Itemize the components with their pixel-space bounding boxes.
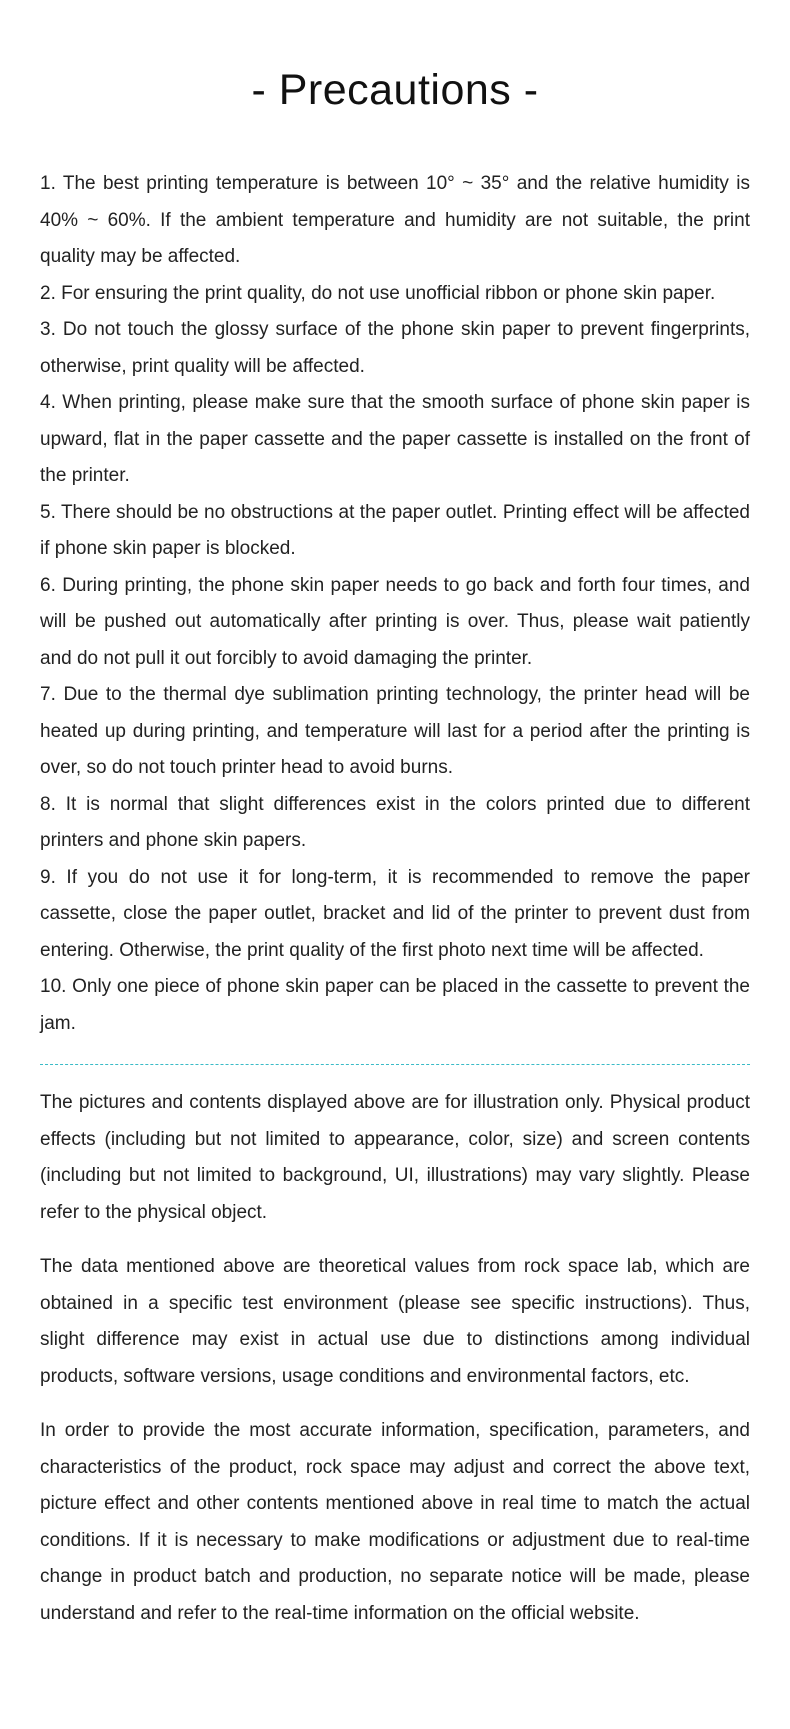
disclaimer-paragraph: In order to provide the most accurate information, specification, parameters, and characteristics of the product, rock space may adjust and correct the above text, picture effect and other contents mentioned above in real time to match the actual conditions. If it is necessary to make modifications or adjustment due to real-time change in product batch and production, no separate notice will be made, please understand and refer to the real-time information on the official website.	[40, 1420, 750, 1624]
precaution-item: 1. The best printing temperature is between 10° ~ 35° and the relative humidity is 40% ~ 60%. If the ambient temperature and humidity are not suitable, the print quality may be affected.	[40, 173, 750, 267]
disclaimer-section	[40, 1085, 750, 1632]
precaution-item: 6. During printing, the phone skin paper needs to go back and forth four times, and will be pushed out automatically after printing is over. Thus, please wait patiently and do not pull it out forcibly to avoid damaging the printer.	[40, 574, 750, 669]
precaution-item: 3. Do not touch the glossy surface of the phone skin paper to prevent fingerprints, otherwise, print quality will be affected.	[40, 319, 750, 377]
page-title: - Precautions -	[251, 66, 539, 114]
precautions-list	[40, 166, 750, 1042]
precaution-item: 10. Only one piece of phone skin paper can be placed in the cassette to prevent the jam.	[40, 976, 750, 1034]
precaution-item: 9. If you do not use it for long-term, it is recommended to remove the paper cassette, close the paper outlet, bracket and lid of the printer to prevent dust from entering. Otherwise, the print quality of the first photo next time will be affected.	[40, 866, 750, 961]
precaution-item: 8. It is normal that slight differences exist in the colors printed due to different printers and phone skin papers.	[40, 793, 750, 851]
precaution-item: 7. Due to the thermal dye sublimation printing technology, the printer head will be heated up during printing, and temperature will last for a period after the printing is over, so do not touch printer head to avoid burns.	[40, 684, 750, 778]
precaution-item: 2. For ensuring the print quality, do not use unofficial ribbon or phone skin paper.	[40, 282, 716, 304]
disclaimer-paragraph: The data mentioned above are theoretical values from rock space lab, which are obtained in a specific test environment (please see specific instructions). Thus, slight difference may exist in actual use due to distinctions among individual products, software versions, usage conditions and environmental factors, etc.	[40, 1256, 750, 1387]
disclaimer-paragraph: The pictures and contents displayed above are for illustration only. Physical product effects (including but not limited to appearance, color, size) and screen contents (including but not limited to background, UI, illustrations) may vary slightly. Please refer to the physical object.	[40, 1092, 750, 1223]
dashed-divider	[40, 1064, 750, 1065]
precaution-item: 5. There should be no obstructions at the paper outlet. Printing effect will be affected if phone skin paper is blocked.	[40, 501, 750, 559]
precaution-item: 4. When printing, please make sure that the smooth surface of phone skin paper is upward, flat in the paper cassette and the paper cassette is installed on the front of the printer.	[40, 392, 750, 486]
